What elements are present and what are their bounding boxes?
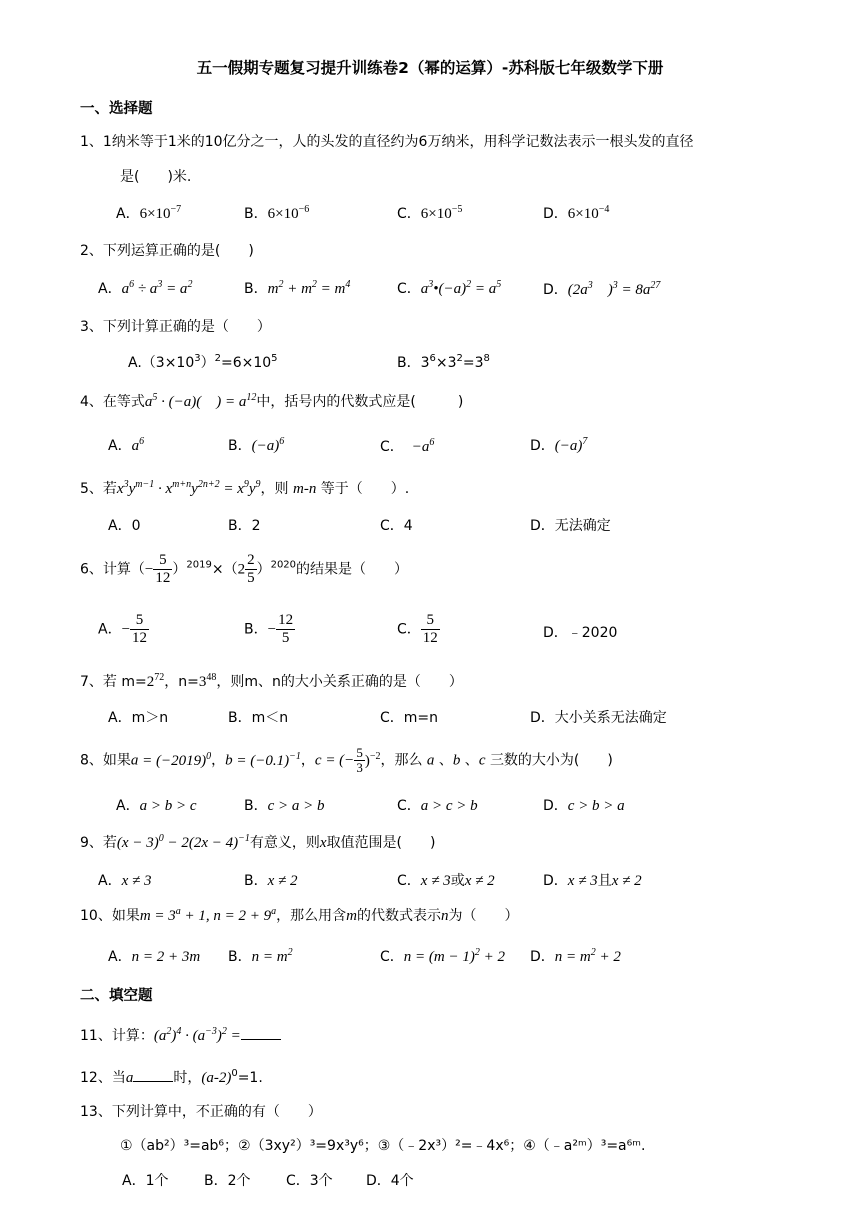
question-12-stem: 12、当a 时，$(a-2)^0=1$. (80, 1068, 263, 1086)
option-d: D．$6\times 10^{-4}$ (543, 204, 610, 222)
answer-blank[interactable] (241, 1025, 281, 1040)
option-a: A．a > b > c (116, 798, 197, 814)
question-8-stem: 8、如果$a = (-2019)^0$，$b = (-0.1)^{-1}$，c = (− $\frac{5}{3}$ )$^{-2}$，那么 a 、b 、c 三数的大小为( ) (80, 745, 613, 775)
option-c: C．4 (380, 518, 413, 534)
option-b: B．c > a > b (244, 798, 325, 814)
question-5-stem: 5、若$x^3y^{m-1} \cdot x^{m+n}y^{2n+2} = x^9y^9$，则 m-n 等于（ ）. (80, 479, 410, 497)
question-3-options (0, 352, 860, 376)
question-9-options (0, 870, 860, 894)
question-11-stem: 11、计算：$(a^2)^4 \cdot (a^{-3})^2$ = (80, 1025, 281, 1045)
option-c: C．a > c > b (397, 798, 478, 814)
option-d: D．大小关系无法确定 (530, 710, 667, 726)
option-a: A．$a^6 \div a^3 = a^2$ (98, 279, 193, 297)
option-d: D．﹣2020 (543, 625, 618, 641)
option-a: $A.(3\times 10^3)^2=6\times 10^5$ (128, 353, 278, 371)
question-6-stem: 6、计算（− $\frac{5}{12}$ ）$^{2019}$×（2 $\frac{2}{5}$ ）$^{2020}$的结果是（ ） (80, 552, 409, 586)
question-13-stem: 13、下列计算中，不正确的有（ ） (80, 1104, 322, 1120)
question-3-stem: 3、下列计算正确的是（ ） (80, 319, 271, 335)
question-13-items: ①（ab²）³=ab⁶；②（3xy²）³=9x³y⁶；③（﹣2x³）²=﹣4x⁶；④（﹣a²ᵐ）³=a⁶ᵐ. (120, 1138, 646, 1154)
option-c: C．$a^3•(-a)^2 = a^5$ (397, 279, 502, 297)
option-b: B．x ≠ 2 (244, 873, 298, 889)
question-9-stem: 9、若$(x - 3)^0 - 2(2x - 4)^{-1}$有意义，则x取值范围是( ) (80, 833, 436, 851)
question-5-options (0, 515, 860, 539)
option-c: C．x ≠ 3或x ≠ 2 (397, 873, 495, 889)
option-b: B．2 (228, 518, 261, 534)
question-10-options (0, 946, 860, 970)
question-13-options (0, 1170, 860, 1194)
option-c: C．m=n (380, 710, 439, 726)
option-b: B．$n = m^2$ (228, 947, 293, 965)
question-2-options (0, 278, 860, 302)
option-a: A．− $\frac{5}{12}$ (98, 612, 148, 646)
option-d: D．4个 (366, 1173, 414, 1189)
question-1-line2: 是( )米. (120, 169, 192, 185)
question-1-line1: 1、1纳米等于1米的10亿分之一，人的头发的直径约为6万纳米，用科学记数法表示一根头发的直径 (80, 134, 694, 150)
option-c: C． $\frac{5}{12}$ (397, 612, 438, 646)
option-c: C．$6\times 10^{-5}$ (397, 204, 463, 222)
question-4-stem: 4、在等式$a^5 \cdot (-a)$( ) = $a^{12}$中，括号内的代数式应是( ) (80, 392, 464, 410)
option-a: A．x ≠ 3 (98, 873, 152, 889)
question-2-stem: 2、下列运算正确的是( ) (80, 243, 254, 259)
option-a: A．$a^6$ (108, 436, 145, 454)
option-c: C． $-a^6$ (380, 437, 435, 455)
option-d: D．$(-a)^7$ (530, 436, 588, 454)
section-fill: 二、填空题 (80, 988, 153, 1004)
option-a: A．n = 2 + 3m (108, 949, 201, 965)
page-title: 五一假期专题复习提升训练卷2（幂的运算）-苏科版七年级数学下册 (196, 59, 664, 77)
option-a: A．$6\times 10^{-7}$ (116, 204, 182, 222)
option-d: D．无法确定 (530, 518, 611, 534)
question-6-options (0, 612, 860, 646)
option-d: D．x ≠ 3且x ≠ 2 (543, 873, 642, 889)
option-a: A．0 (108, 518, 141, 534)
option-b: B．$6\times 10^{-6}$ (244, 204, 310, 222)
option-c: C．$n = (m - 1)^2 + 2$ (380, 947, 505, 965)
question-8-options (0, 795, 860, 819)
question-1-options (0, 203, 860, 227)
option-c: C．3个 (286, 1173, 333, 1189)
question-4-options (0, 435, 860, 459)
option-a: A．m＞n (108, 710, 169, 726)
option-d: D．$n = m^2 + 2$ (530, 947, 621, 965)
option-b: B．2个 (204, 1173, 251, 1189)
question-10-stem: 10、如果$m = 3^a + 1$, $n = 2 + 9^a$，那么用含m的代数式表示n为（ ） (80, 906, 519, 924)
section-choice: 一、选择题 (80, 101, 153, 117)
option-b: B．$m^2 + m^2 = m^4$ (244, 279, 351, 297)
answer-blank[interactable] (133, 1067, 173, 1082)
option-d: D．c > b > a (543, 798, 625, 814)
option-b: B．$3^6\times 3^2=3^8$ (397, 353, 490, 371)
question-7-stem: 7、若 $m=2^{72}$，$n=3^{48}$，则m、n的大小关系正确的是（ ） (80, 672, 463, 690)
option-d: D．($2a^3$ )$^3 = 8a^{27}$ (543, 280, 661, 298)
option-b: B．m＜n (228, 710, 289, 726)
question-7-options (0, 707, 860, 731)
option-b: B．− $\frac{12}{5}$ (244, 612, 294, 646)
option-a: A．1个 (122, 1173, 169, 1189)
option-b: B．$(-a)^6$ (228, 436, 285, 454)
